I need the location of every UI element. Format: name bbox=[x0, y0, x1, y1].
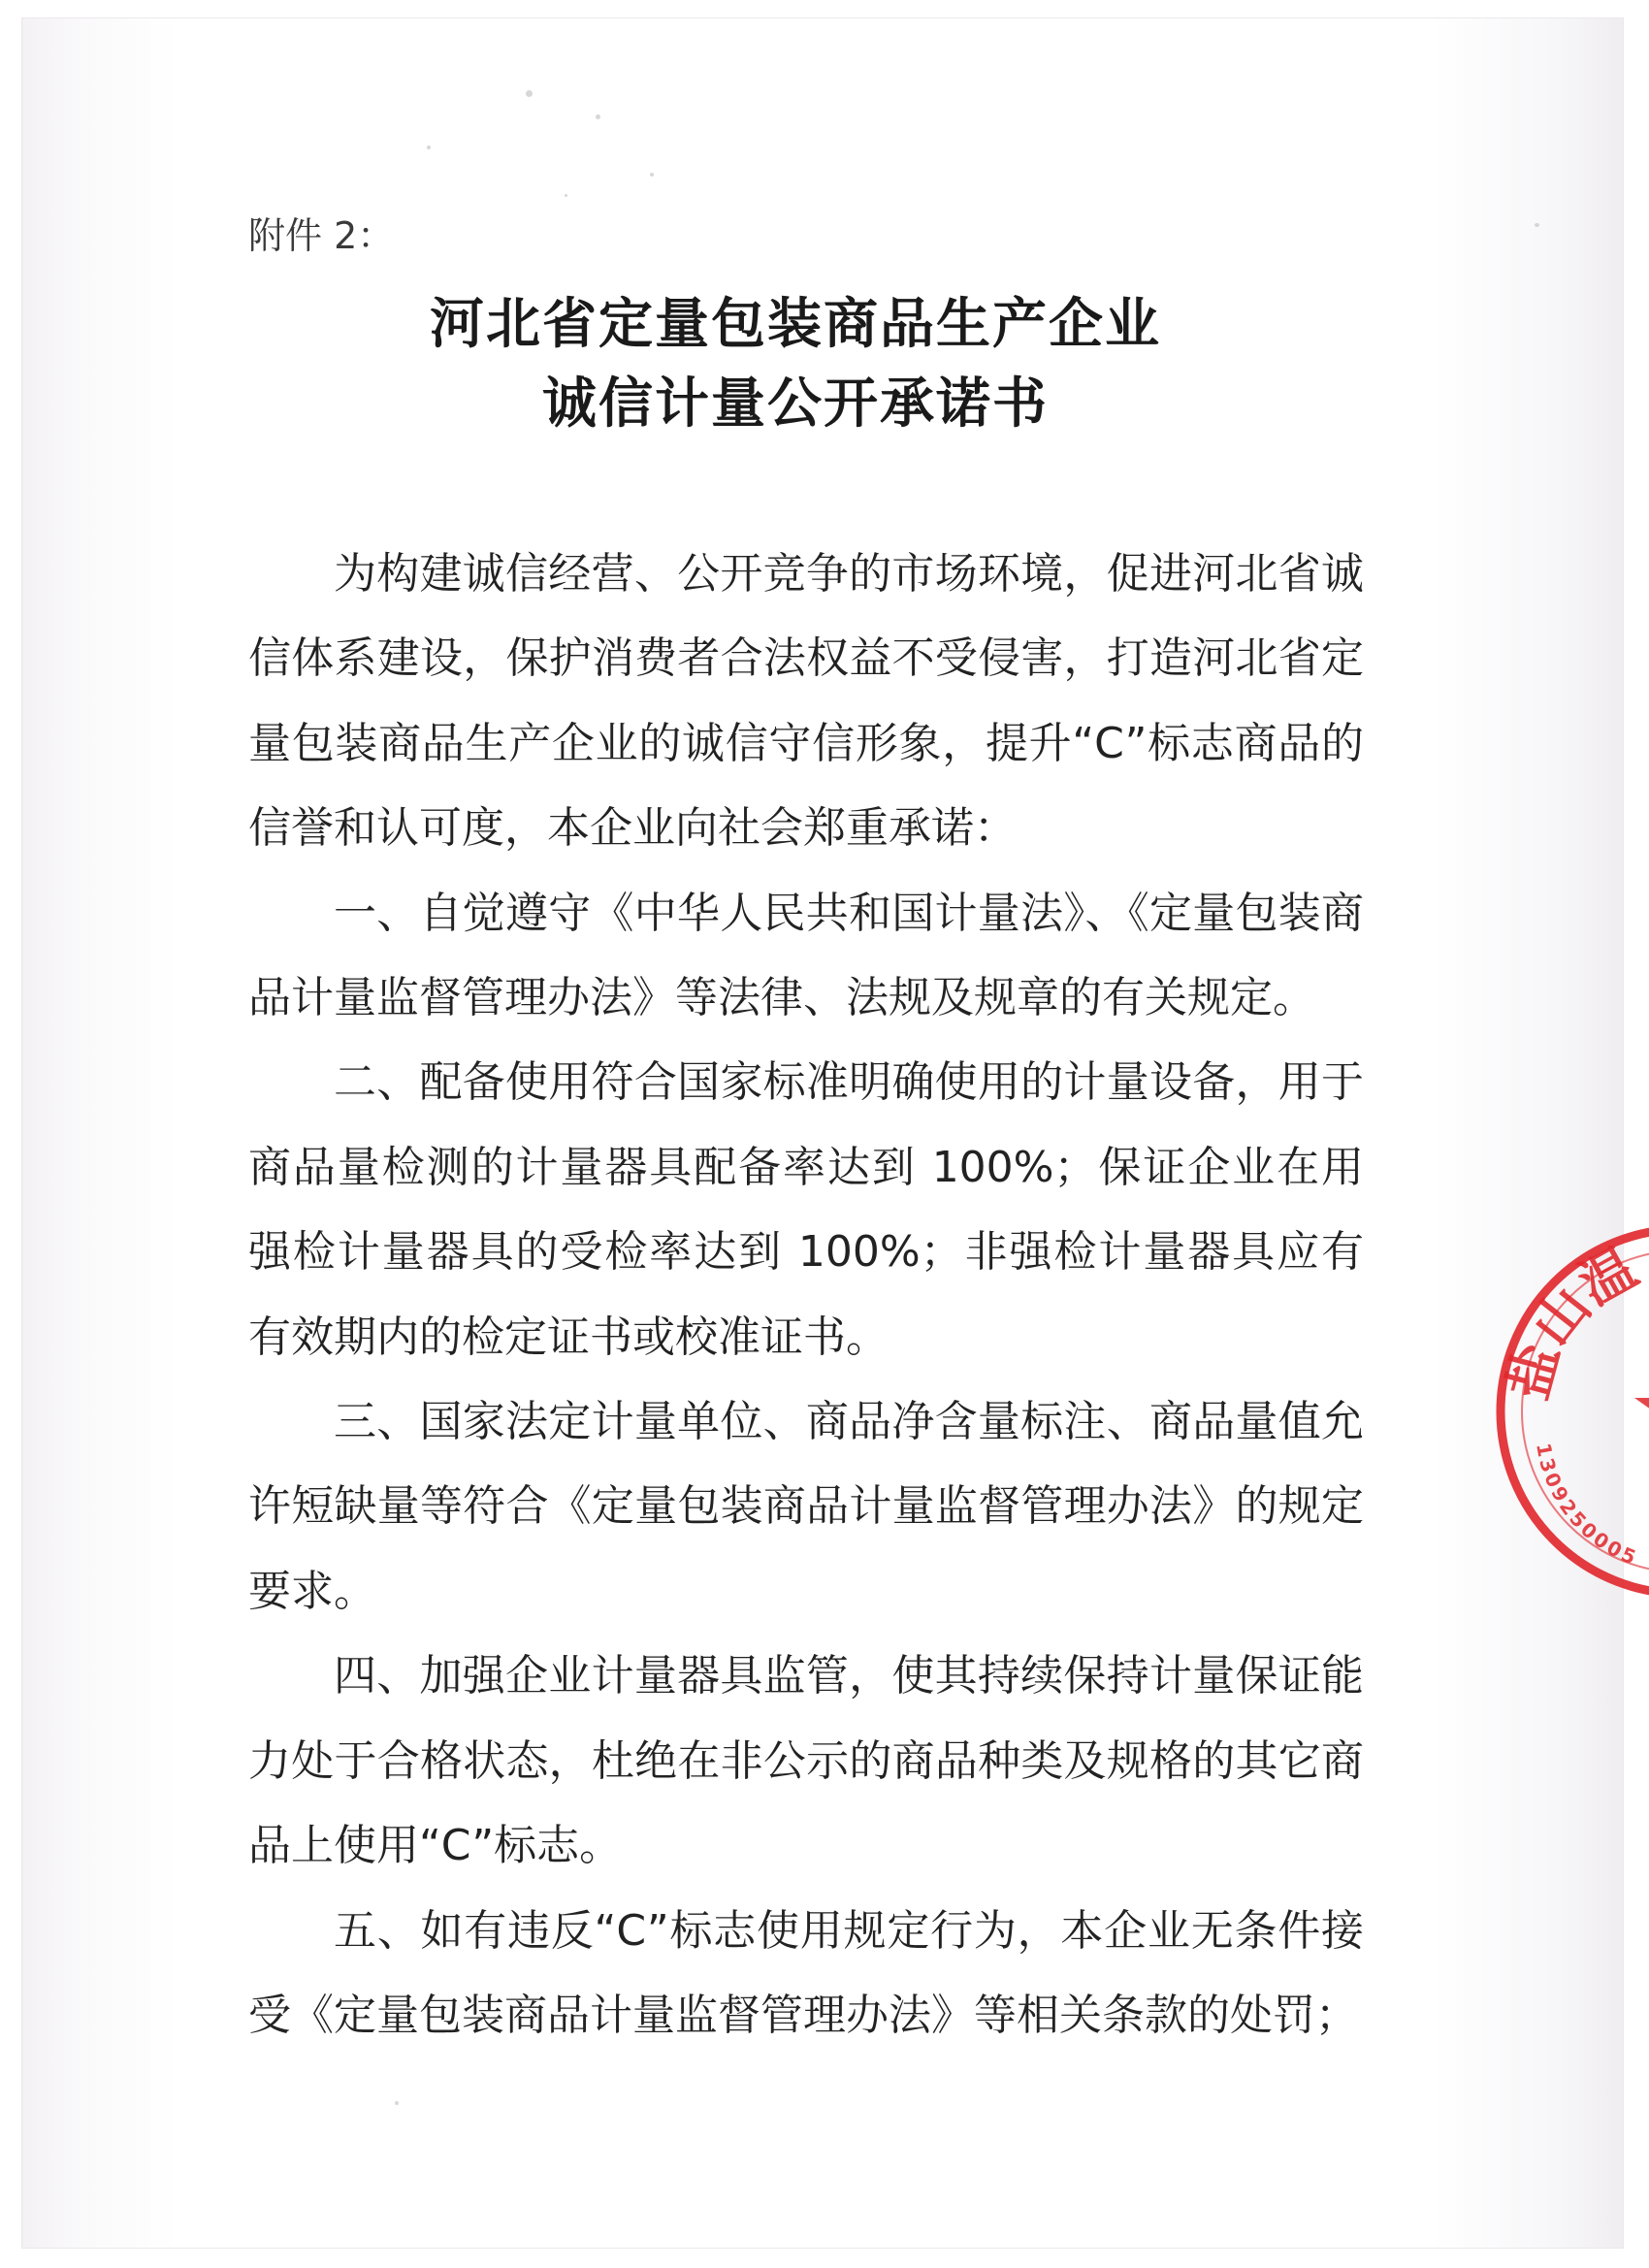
scan-speck bbox=[565, 194, 567, 197]
seal-star-icon bbox=[1634, 1363, 1649, 1454]
seal-number-text: 1309250005 bbox=[1532, 1441, 1642, 1571]
company-seal bbox=[1489, 1217, 1649, 1605]
paragraph-commitment-2: 二、配备使用符合国家标准明确使用的计量设备，用于商品量检测的计量器具配备率达到 100%；保证企业在用强检计量器具的受检率达到 100%；非强检计量器具应有有效期内的检定证书或校准证书。 bbox=[248, 1057, 1364, 1362]
scan-speck bbox=[596, 114, 600, 119]
paragraph-commitment-4: 四、加强企业计量器具监管，使其持续保持计量保证能力处于合格状态，杜绝在非公示的商品种类及规格的其它商品上使用“C”标志。 bbox=[248, 1651, 1364, 1871]
attachment-label: 附件 2： bbox=[248, 214, 395, 257]
scan-speck bbox=[650, 173, 654, 177]
scan-speck bbox=[427, 146, 431, 149]
scan-speck bbox=[395, 2101, 399, 2105]
paragraph-commitment-1: 一、自觉遵守《中华人民共和国计量法》、《定量包装商品计量监督管理办法》等法律、法规及规章的有关规定。 bbox=[248, 888, 1364, 1023]
scan-speck bbox=[526, 90, 533, 97]
seal-name-text: 盐山温 bbox=[1496, 1235, 1648, 1407]
paragraph-commitment-3: 三、国家法定计量单位、商品净含量标注、商品量值允许短缺量等符合《定量包装商品计量监督管理办法》的规定要求。 bbox=[248, 1397, 1364, 1616]
scan-speck bbox=[1535, 223, 1539, 227]
document-body bbox=[248, 532, 1364, 2057]
paragraph-commitment-5: 五、如有违反“C”标志使用规定行为，本企业无条件接受《定量包装商品计量监督管理办法》等相关条款的处罚； bbox=[248, 1905, 1364, 2040]
paragraph-intro: 为构建诚信经营、公开竞争的市场环境，促进河北省诚信体系建设，保护消费者合法权益不受侵害，打造河北省定量包装商品生产企业的诚信守信形象，提升“C”标志商品的信誉和认可度，本企业向社会郑重承诺： bbox=[248, 549, 1364, 854]
document-title-line-1: 河北省定量包装商品生产企业 bbox=[430, 292, 1161, 356]
document-title-line-2: 诚信计量公开承诺书 bbox=[542, 372, 1049, 436]
